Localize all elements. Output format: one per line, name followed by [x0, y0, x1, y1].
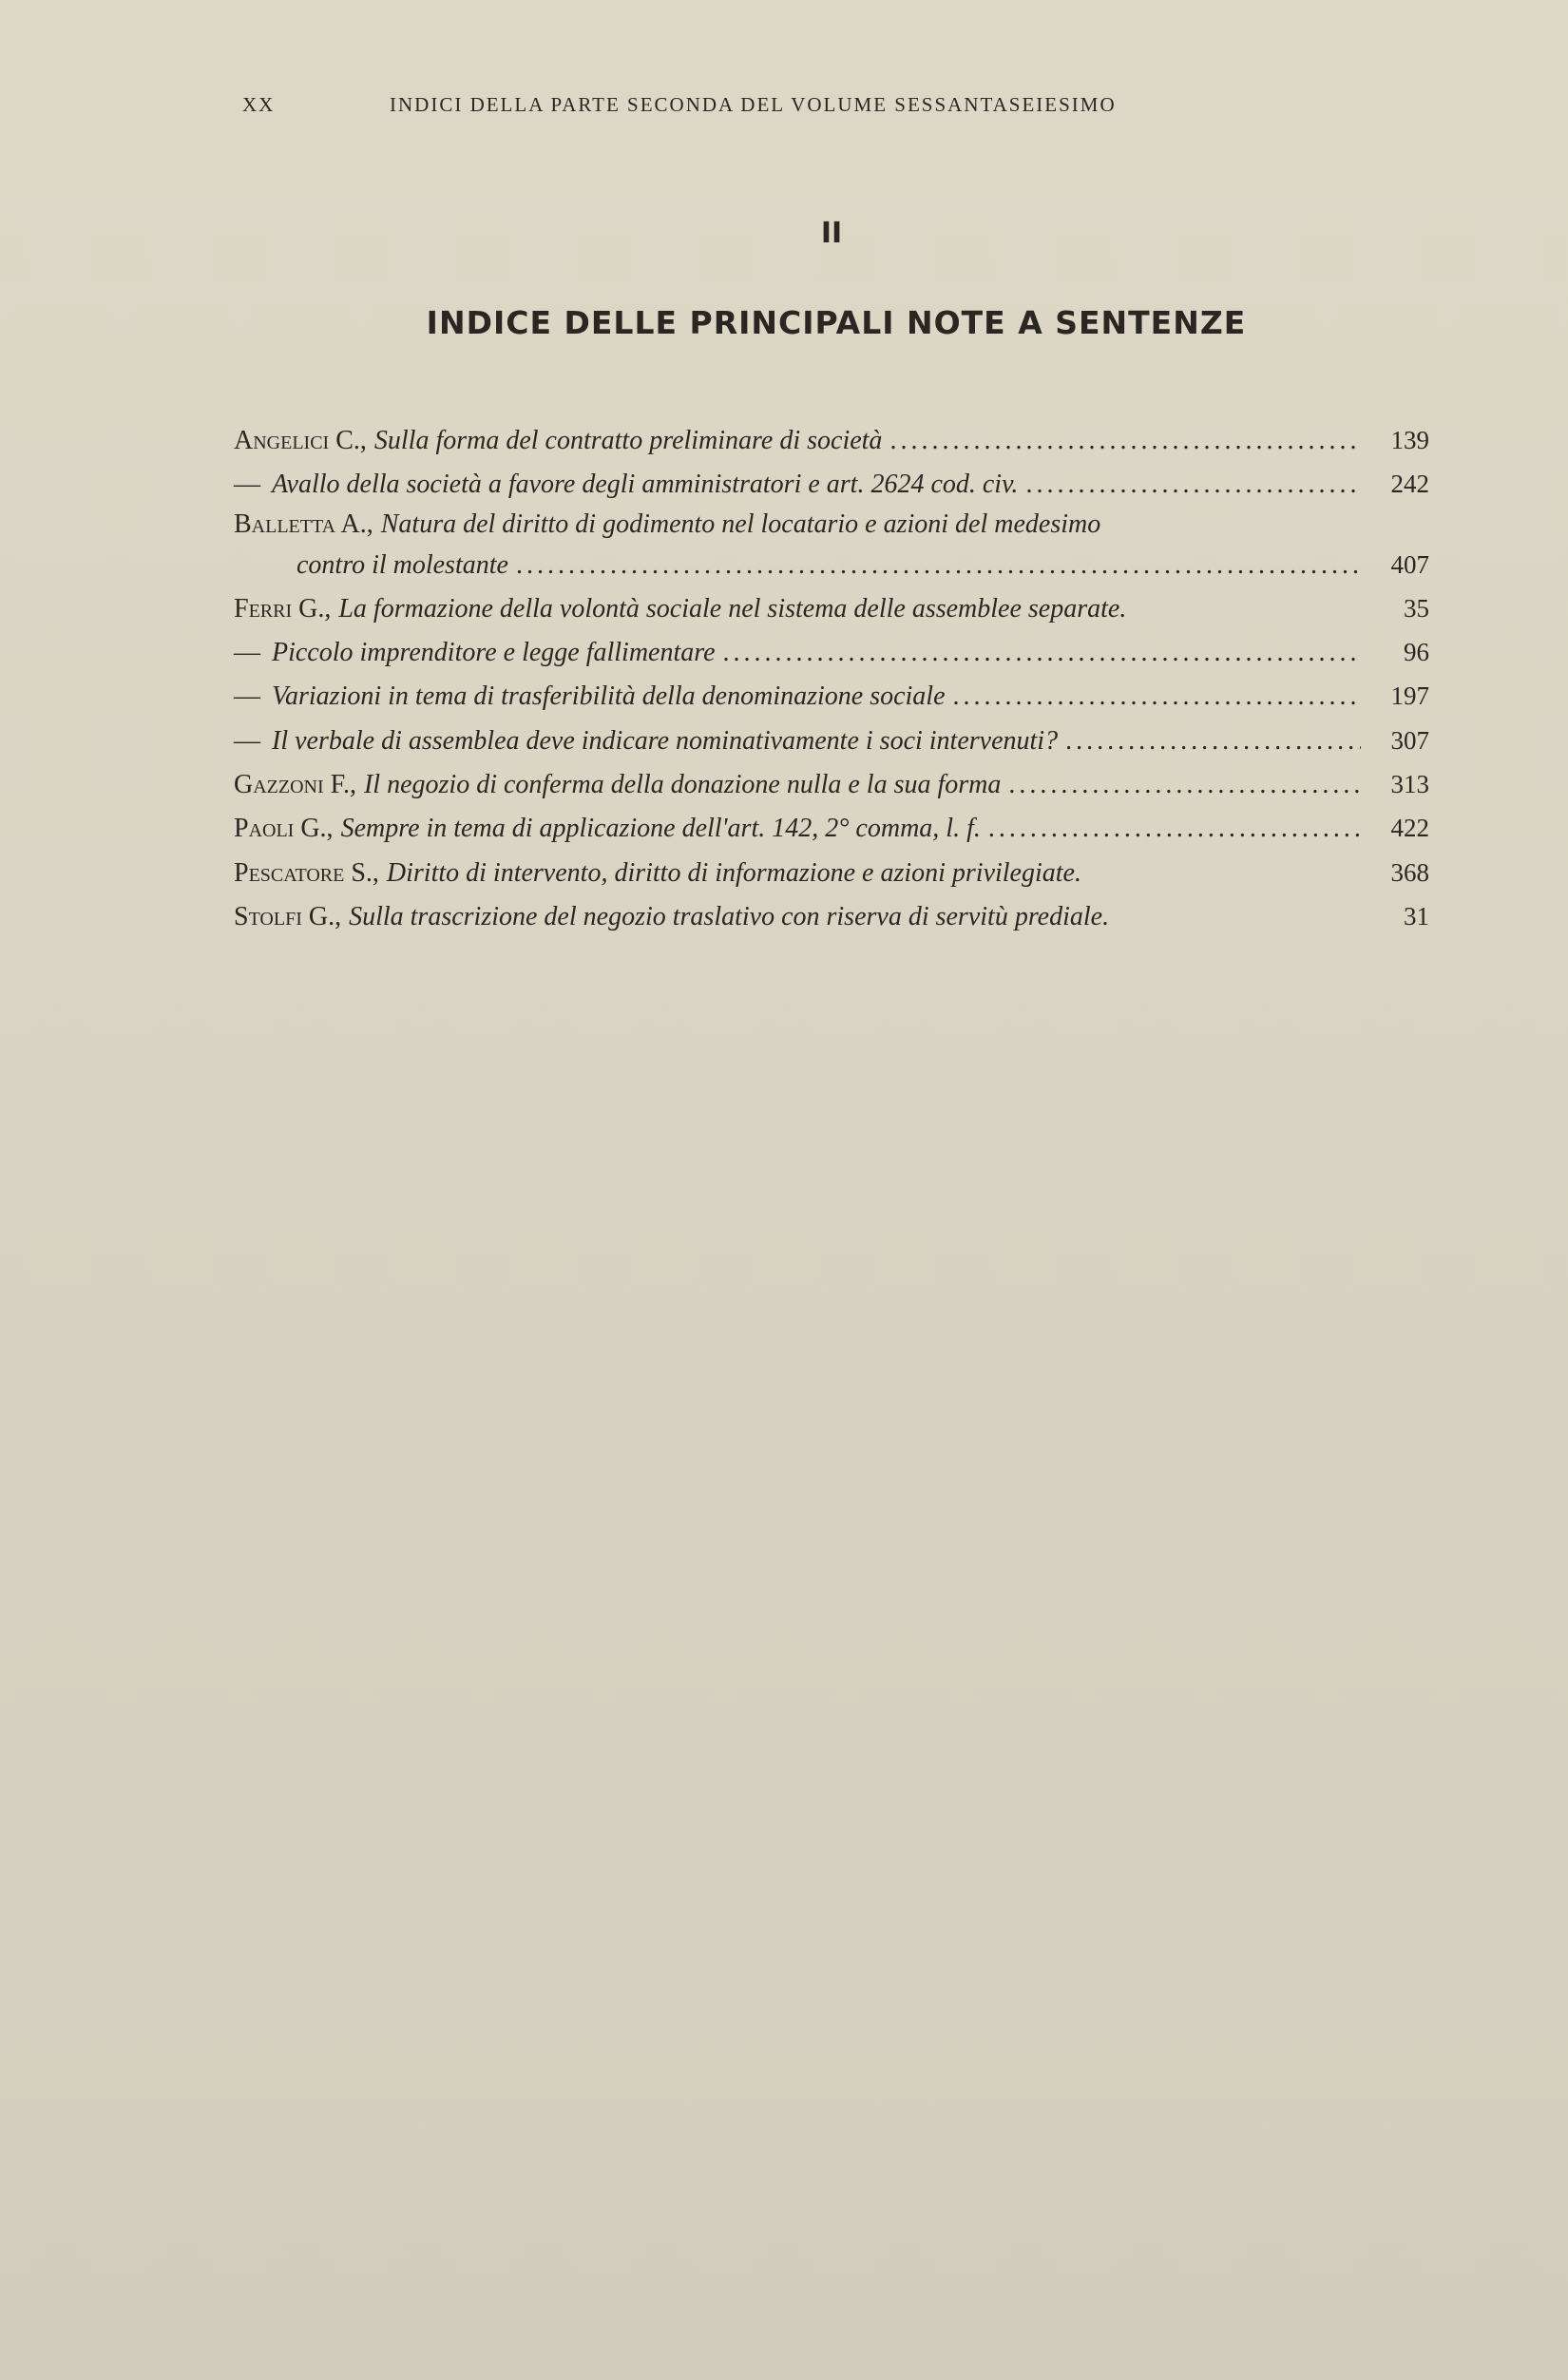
- entry-page: 96: [1404, 638, 1429, 667]
- entry-author: Stolfi G.,: [234, 901, 342, 931]
- entry-page: 313: [1390, 770, 1429, 799]
- entry-title: Il verbale di assemblea deve indicare nominativamente i soci intervenuti?: [272, 725, 1059, 756]
- entry-title: Diritto di intervento, diritto di informazione e azioni privilegiate.: [386, 857, 1081, 888]
- index-entry: [234, 719, 1429, 762]
- entry-page: 368: [1390, 857, 1429, 887]
- entry-title: Sulla trascrizione del negozio traslativo con riserva di servitù prediale.: [349, 901, 1110, 931]
- entry-author: Paoli G.,: [234, 814, 334, 844]
- entry-page: 139: [1390, 426, 1429, 454]
- entry-page: 31: [1404, 901, 1429, 931]
- index-entries: [234, 418, 1429, 938]
- entry-title: Il negozio di conferma della donazione nulla e la sua forma: [363, 770, 1002, 800]
- entry-page: 197: [1390, 681, 1429, 711]
- entry-page: 35: [1404, 593, 1429, 623]
- dot-leader: [516, 544, 1361, 587]
- entry-page: 407: [1390, 549, 1429, 579]
- dot-leader: [988, 807, 1361, 851]
- dot-leader: [1008, 763, 1361, 807]
- dot-leader: [723, 631, 1361, 675]
- dot-leader: [953, 675, 1361, 719]
- index-entry: [234, 806, 1429, 850]
- entry-title: Sulla forma del contratto preliminare di società: [373, 426, 883, 455]
- index-entry: [234, 462, 1429, 506]
- entry-title: La formazione della volontà sociale nel sistema delle assemblee separate.: [338, 593, 1127, 624]
- dot-leader: [1025, 463, 1361, 507]
- running-title: INDICI DELLA PARTE SECONDA DEL VOLUME SESSANTASEIESIMO: [390, 93, 1117, 116]
- entry-page: 242: [1390, 470, 1429, 499]
- entry-author: —: [234, 470, 260, 500]
- page-number: XX: [242, 93, 276, 116]
- index-entry: [234, 630, 1429, 674]
- running-header: [242, 93, 1278, 117]
- entry-author: Ferri G.,: [234, 593, 332, 624]
- entry-author: Balletta A.,: [234, 509, 373, 539]
- entry-title: Piccolo imprenditore e legge fallimentare: [272, 638, 716, 668]
- section-number: II: [820, 217, 843, 250]
- entry-author: Pescatore S.,: [234, 857, 379, 888]
- entry-page: 307: [1390, 725, 1429, 755]
- entry-title: Natura del diritto di godimento nel locatario e azioni del medesimo: [380, 509, 1101, 539]
- entry-page: 422: [1390, 814, 1429, 843]
- index-entry: [234, 851, 1429, 894]
- entry-title: Sempre in tema di applicazione dell'art. 142, 2° comma, l. f.: [340, 814, 981, 844]
- entry-author: —: [234, 725, 260, 756]
- entry-author: Gazzoni F.,: [234, 770, 356, 800]
- entry-author: Angelici C.,: [234, 426, 367, 455]
- index-entry: [234, 762, 1429, 806]
- entry-author: —: [234, 638, 260, 668]
- index-entry: [234, 507, 1429, 543]
- index-entry: [234, 674, 1429, 718]
- index-entry: [234, 586, 1429, 630]
- dot-leader: [1065, 720, 1361, 763]
- dot-leader: [889, 419, 1361, 463]
- entry-author: —: [234, 681, 260, 712]
- index-entry: [234, 418, 1429, 462]
- entry-title-continued: contro il molestante: [296, 549, 508, 580]
- entry-title: Variazioni in tema di trasferibilità della denominazione sociale: [272, 681, 946, 712]
- index-entry-continuation: [234, 543, 1429, 586]
- section-title: INDICE DELLE PRINCIPALI NOTE A SENTENZE: [426, 304, 1247, 341]
- entry-title: Avallo della società a favore degli amministratori e art. 2624 cod. civ.: [272, 470, 1019, 500]
- index-entry: [234, 894, 1429, 938]
